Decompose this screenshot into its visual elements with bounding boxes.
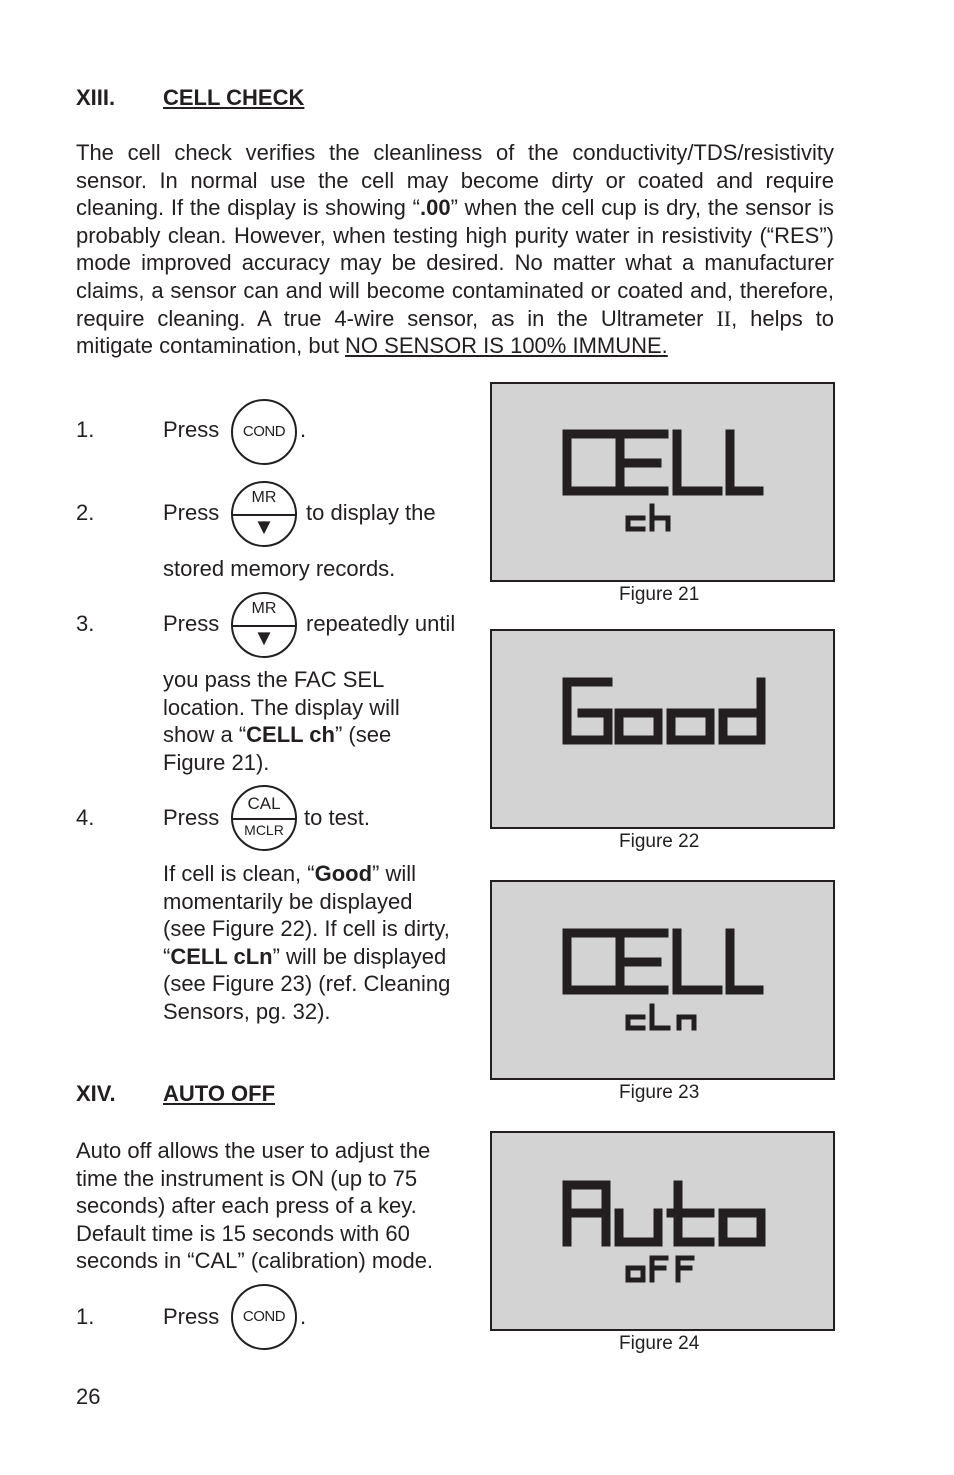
section-title-cell-check: CELL CHECK [163,85,305,110]
mr-label: MR [251,489,277,506]
step-4-bold-cell-cln: CELL cLn [170,943,273,969]
intro-text-2: ” when the cell cup is dry, the sensor is probably clean. However, when testing high purity water in resistivity (“RES”) mode improved accuracy may be desired. No matter what a manufacturer claims, a sensor can and will become contaminated or coated and, therefore, require cleaning. A true 4-wire sensor, as in the Ultrameter [76,195,834,331]
step-1-press: Press [163,417,220,442]
figure-23-caption: Figure 23 [619,1082,700,1103]
lcd-figure-23 [490,880,835,1080]
auto-off-step-1-press: Press [163,1304,220,1329]
step-4-after: to test. [304,805,371,830]
step-4-number: 4. [76,805,95,830]
figure-24-caption: Figure 24 [619,1333,700,1354]
section-number-13: XIII. [76,85,116,110]
cal-mclr-button-icon [231,785,297,851]
auto-off-step-1-after: . [300,1304,307,1329]
intro-text-3: , helps to mitigate contamination, but [76,305,835,359]
lcd-figure-22 [490,629,835,829]
section-title-auto-off: AUTO OFF [163,1081,276,1106]
step-3-continued [163,666,453,776]
cond-button-label: COND [242,1308,286,1325]
mr-label: MR [251,600,277,617]
lcd-display-auto-off [492,1133,837,1333]
step-3-bold-display: CELL ch [246,722,335,748]
cond-button-icon [231,1284,297,1350]
step-3-number: 3. [76,611,95,636]
step-4-bold-good: Good [314,861,373,886]
step-1-number: 1. [76,417,95,442]
button-divider [233,818,295,820]
intro-roman-ii: II [716,305,732,331]
step-3-text-1: you pass the FAC SEL location. The display will show a “ [163,667,400,748]
step-4-text-2: ” will momentarily be displayed (see Figure 22). If cell is dirty, “ [163,861,450,969]
lcd-display-good [492,631,837,831]
step-2-number: 2. [76,500,95,525]
mclr-label: MCLR [244,822,284,838]
down-arrow-icon: ▼ [253,625,275,650]
step-2-after: to display the [306,500,436,525]
figure-21-caption: Figure 21 [619,584,700,605]
down-arrow-icon: ▼ [253,514,275,539]
step-4-press: Press [163,805,220,830]
section-number-14: XIV. [76,1081,116,1106]
intro-underlined-warning: NO SENSOR IS 100% IMMUNE. [345,333,668,359]
step-1-after: . [300,417,307,442]
step-2-continued: stored memory records. [163,556,396,581]
lcd-display-cell-cln [492,882,837,1082]
lcd-display-cell-ch [492,384,837,584]
cal-label: CAL [247,794,281,813]
step-4-text-3: ” will be displayed (see Figure 23) (ref. Cleaning Sensors, pg. 32). [163,943,451,1024]
intro-bold-reading: .00 [419,195,451,221]
auto-off-step-1-number: 1. [76,1304,95,1329]
mr-down-button-icon [231,592,297,658]
intro-text-1: The cell check verifies the cleanliness of the conductivity/TDS/resistivity sensor. In normal use the cell may become dirty or coated and require cleaning. If the display is showing “ [76,140,834,221]
step-3-after: repeatedly until [306,611,456,636]
figure-22-caption: Figure 22 [619,831,700,852]
lcd-figure-21 [490,382,835,582]
step-2-press: Press [163,500,220,525]
step-3-press: Press [163,611,220,636]
lcd-figure-24 [490,1131,835,1331]
intro-paragraph [76,139,834,360]
page-number: 26 [76,1384,101,1409]
step-4-continued [163,860,453,1026]
auto-off-paragraph: Auto off allows the user to adjust the time the instrument is ON (up to 75 seconds) after each press of a key. Default time is 15 seconds with 60 seconds in “CAL” (calibration) mode. [76,1138,434,1274]
mr-down-button-icon [231,481,297,547]
cond-button-icon [231,399,297,465]
step-4-text-1: If cell is clean, “ [163,861,315,886]
step-3-text-2: ” (see Figure 21). [163,722,392,775]
cond-button-label: COND [242,423,286,440]
